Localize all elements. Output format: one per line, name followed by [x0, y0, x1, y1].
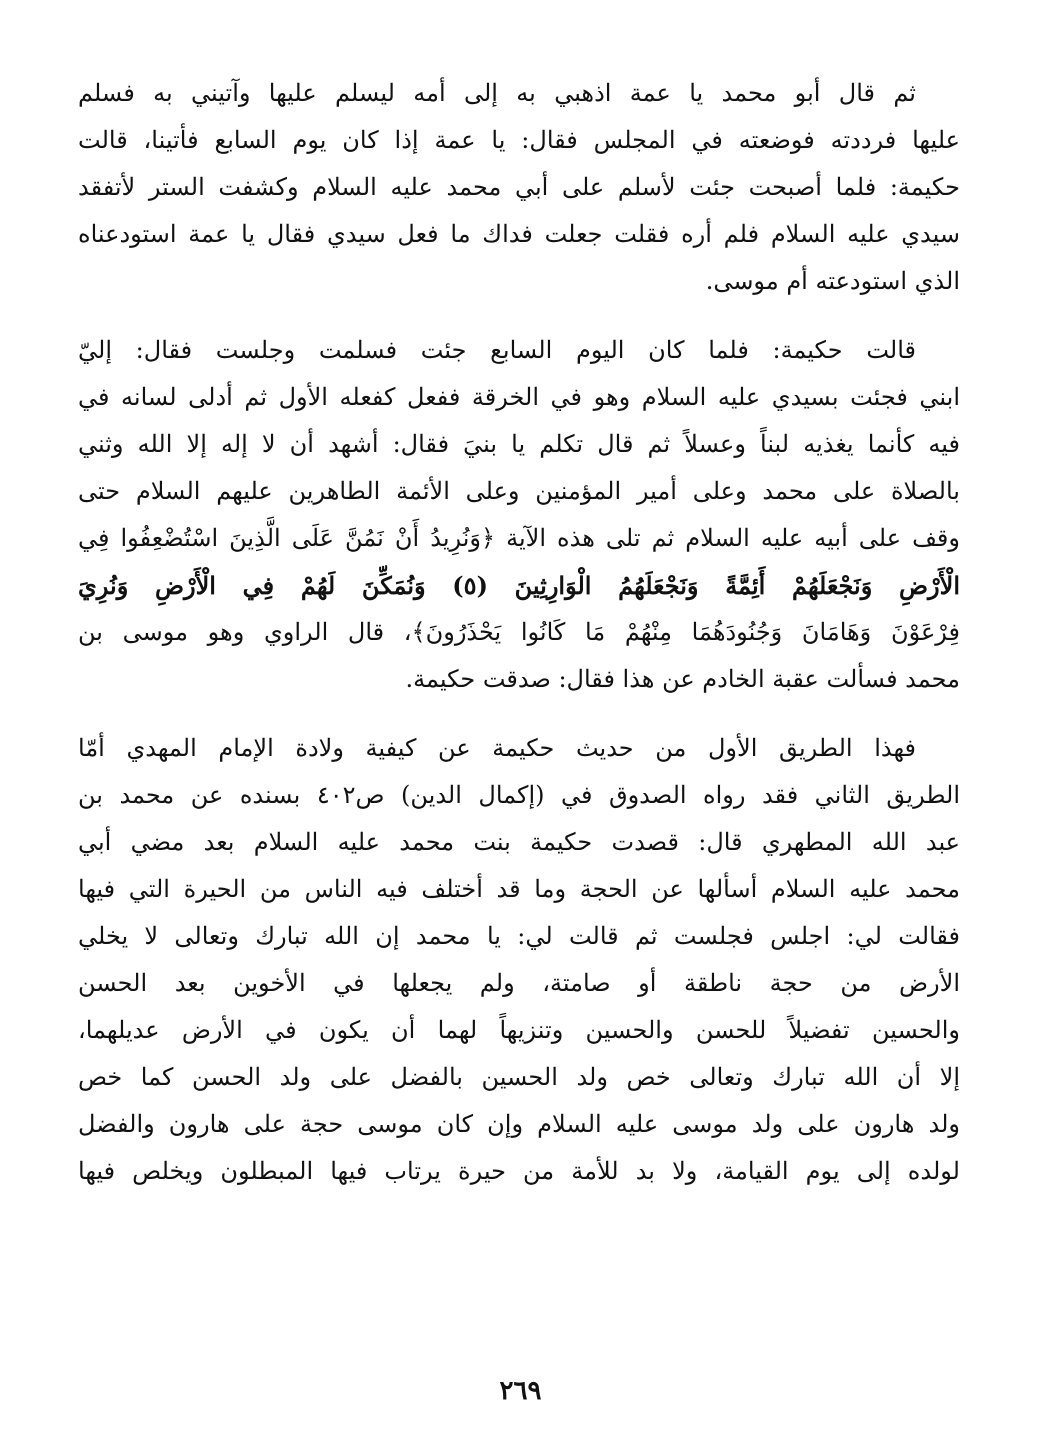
text-line: ابني فجئت بسيدي عليه السلام وهو في الخرقة ففعل كفعله الأول ثم أدلى لسانه في	[78, 383, 960, 411]
text-line: فِرْعَوْنَ وَهَامَانَ وَجُنُودَهُمَا مِنْهُمْ مَا كَانُوا يَحْذَرُونَ﴾، قال الراوي وهو موسى بن	[78, 618, 960, 646]
text-line: بالصلاة على محمد وعلى أمير المؤمنين وعلى الأئمة الطاهرين عليهم السلام حتى	[78, 477, 960, 505]
text-line: فهذا الطريق الأول من حديث حكيمة عن كيفية ولادة الإمام المهدي أمّا	[78, 734, 916, 762]
paragraph-2	[78, 327, 960, 703]
text-line: وقف على أبيه عليه السلام ثم تلى هذه الآية ﴿وَنُرِيدُ أَنْ نَمُنَّ عَلَى الَّذِينَ اسْتُضْعِفُوا فِي	[78, 524, 960, 552]
paragraph-1	[78, 70, 960, 305]
text-line: عبد الله المطهري قال: قصدت حكيمة بنت محمد عليه السلام بعد مضي أبي	[78, 828, 960, 856]
text-line: ولد هارون على ولد موسى عليه السلام وإن كان موسى حجة على هارون والفضل	[78, 1110, 960, 1138]
text-line: حكيمة: فلما أصبحت جئت لأسلم على أبي محمد عليه السلام وكشفت الستر لأتفقد	[78, 173, 960, 201]
quran-verse-line: الْأَرْضِ وَنَجْعَلَهُمْ أَئِمَّةً وَنَجْعَلَهُمُ الْوَارِثِينَ (٥) وَنُمَكِّنَ لَهُمْ فِي الْأَرْضِ وَنُرِيَ	[78, 571, 960, 600]
text-line: سيدي عليه السلام فلم أره فقلت جعلت فداك ما فعل سيدي فقال يا عمة استودعناه	[78, 220, 960, 248]
paragraph-3	[78, 725, 960, 1195]
text-line: الطريق الثاني فقد رواه الصدوق في (إكمال الدين) ص٤٠٢ بسنده عن محمد بن	[78, 781, 960, 809]
text-line: والحسين تفضيلاً للحسن والحسين وتنزيهاً لهما أن يكون في الأرض عديلهما،	[78, 1016, 960, 1044]
text-line: إلا أن الله تبارك وتعالى خص ولد الحسين بالفضل على ولد الحسن كما خص	[78, 1063, 960, 1091]
text-line: فقالت لي: اجلس فجلست ثم قالت لي: يا محمد إن الله تبارك وتعالى لا يخلي	[78, 922, 960, 950]
text-line: محمد فسألت عقبة الخادم عن هذا فقال: صدقت حكيمة.	[405, 665, 960, 693]
page-body	[78, 70, 960, 1370]
text-line: عليها فرددته فوضعته في المجلس فقال: يا عمة إذا كان يوم السابع فأتينا، قالت	[78, 126, 960, 154]
text-line: الذي استودعته أم موسى.	[705, 267, 960, 295]
text-line: محمد عليه السلام أسألها عن الحجة وما قد أختلف فيه الناس من الحيرة التي فيها	[78, 875, 960, 903]
text-line: فيه كأنما يغذيه لبناً وعسلاً ثم قال تكلم يا بنيَ فقال: أشهد أن لا إله إلا الله وثني	[78, 430, 960, 458]
text-line: لولده إلى يوم القيامة، ولا بد للأمة من حيرة يرتاب فيها المبطلون ويخلص فيها	[78, 1157, 960, 1185]
text-line: ثم قال أبو محمد يا عمة اذهبي به إلى أمه ليسلم عليها وآتيني به فسلم	[78, 79, 916, 107]
page-number: ٢٦٩	[499, 1376, 542, 1406]
text-line: الأرض من حجة ناطقة أو صامتة، ولم يجعلها في الأخوين بعد الحسن	[78, 969, 960, 997]
text-line: قالت حكيمة: فلما كان اليوم السابع جئت فسلمت وجلست فقال: إليّ	[78, 336, 916, 364]
